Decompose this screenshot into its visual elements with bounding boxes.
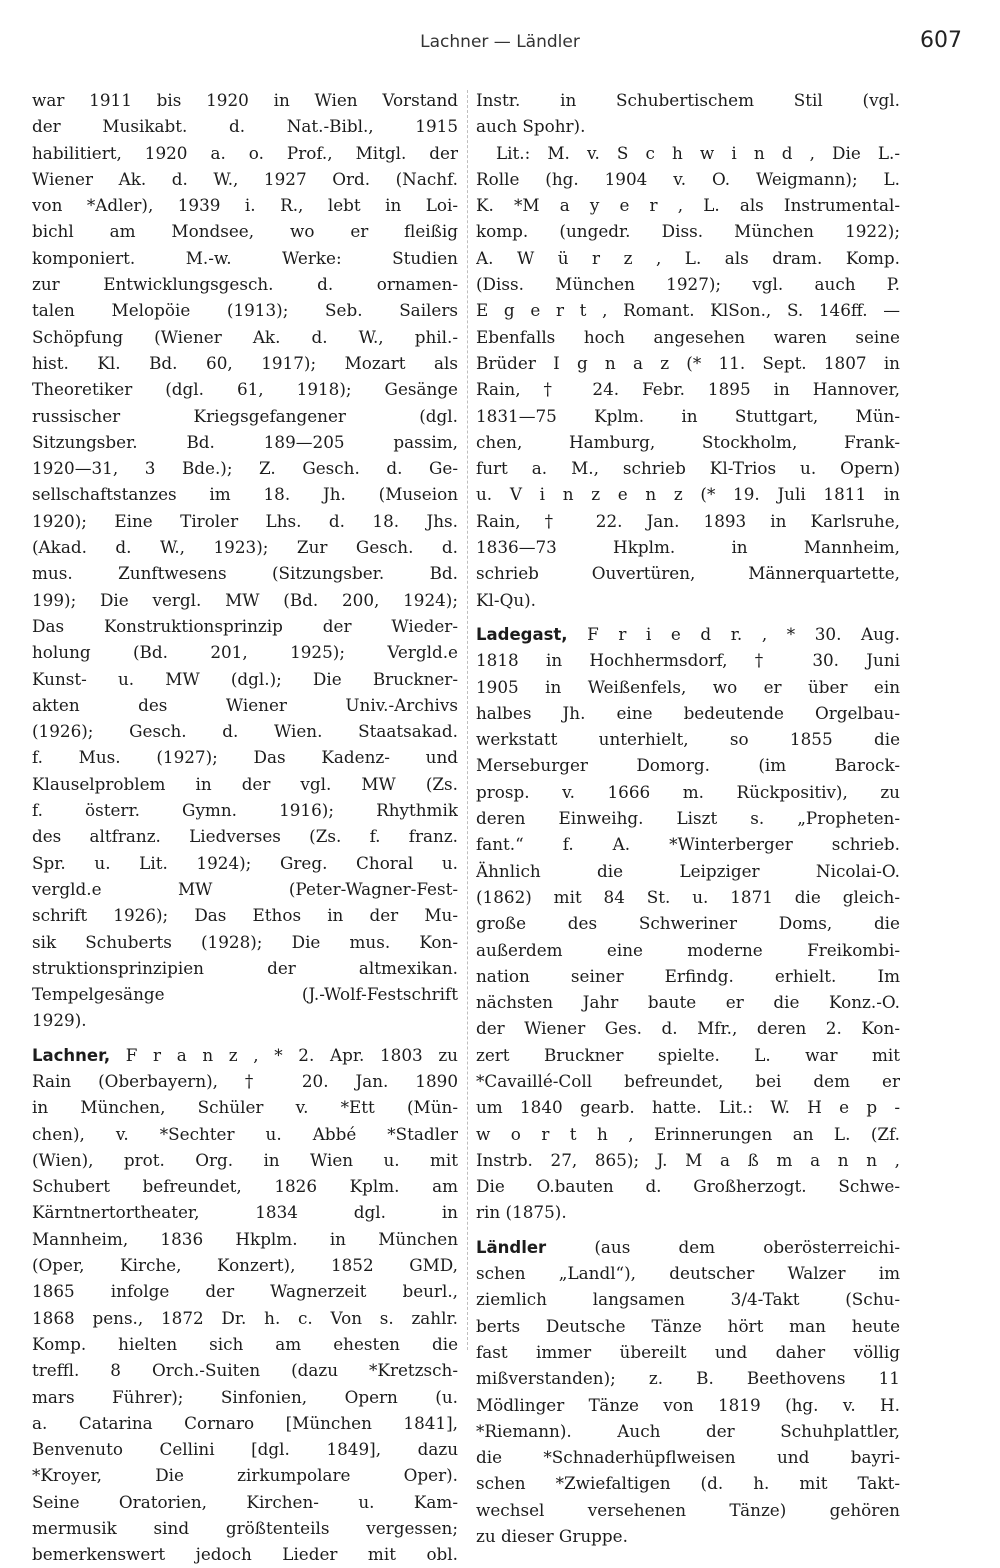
text-line: *Cavaillé-Coll befreundet, bei dem er <box>476 1070 900 1091</box>
text-line: struktionsprinzipien der altmexikan. <box>32 957 458 978</box>
running-head: Lachner — Ländler <box>420 32 580 52</box>
text-line: um 1840 gearb. hatte. Lit.: W. H e p - <box>476 1097 900 1118</box>
text-line: (Oper, Kirche, Konzert), 1852 GMD, <box>32 1255 458 1276</box>
text-line: Kärntnertortheater, 1834 dgl. in <box>32 1202 458 1223</box>
entry-gap <box>32 1034 458 1042</box>
text-line: mars Führer); Sinfonien, Opern (u. <box>32 1386 458 1407</box>
text-line: K. *M a y e r , L. als Instrumental- <box>476 195 900 216</box>
entry-ladegast-first-line: Ladegast, F r i e d r. , * 30. Aug. <box>476 623 900 644</box>
text-line: schen *Zwiefaltigen (d. h. mit Takt- <box>476 1473 900 1494</box>
text-line: sellschaftstanzes im 18. Jh. (Museion <box>32 484 458 505</box>
text-line: Schöpfung (Wiener Ak. d. W., phil.- <box>32 326 458 347</box>
text-line: Brüder I g n a z (* 11. Sept. 1807 in <box>476 352 900 373</box>
column-divider <box>467 90 468 1350</box>
text-line: rin (1875). <box>476 1202 567 1223</box>
text-line: furt a. M., schrieb Kl-Trios u. Opern) <box>476 458 900 479</box>
text-line: zu dieser Gruppe. <box>476 1526 628 1547</box>
text-line: Merseburger Domorg. (im Barock- <box>476 755 900 776</box>
text-line: Spr. u. Lit. 1924); Greg. Choral u. <box>32 852 458 873</box>
text-line: von *Adler), 1939 i. R., lebt in Loi- <box>32 195 458 216</box>
text-line: in München, Schüler v. *Ett (Mün- <box>32 1097 458 1118</box>
page-number: 607 <box>920 28 962 53</box>
text-line: Seine Oratorien, Kirchen- u. Kam- <box>32 1491 458 1512</box>
text-line: akten des Wiener Univ.-Archivs <box>32 694 458 715</box>
text-line: berts Deutsche Tänze hört man heute <box>476 1315 900 1336</box>
text-line: (Diss. München 1927); vgl. auch P. <box>476 274 900 295</box>
text-line: deren Einweihg. Liszt s. „Propheten- <box>476 808 900 829</box>
text-line: Instr. in Schubertischem Stil (vgl. <box>476 90 900 110</box>
text-line: Ebenfalls hoch angesehen waren seine <box>476 326 900 347</box>
text-line: 1868 pens., 1872 Dr. h. c. Von s. zahlr. <box>32 1307 458 1328</box>
text-line: f. Mus. (1927); Das Kadenz- und <box>32 747 458 768</box>
text-line: ziemlich langsamen 3/4-Takt (Schu- <box>476 1289 900 1310</box>
text-line: russischer Kriegsgefangener (dgl. <box>32 405 458 426</box>
text-line: hist. Kl. Bd. 60, 1917); Mozart als <box>32 352 458 373</box>
text-line: Die O.bauten d. Großherzogt. Schwe- <box>476 1176 900 1197</box>
text-line: Kl-Qu). <box>476 589 537 610</box>
text-line: Benvenuto Cellini [dgl. 1849], dazu <box>32 1439 458 1460</box>
text-line: 199); Die vergl. MW (Bd. 200, 1924); <box>32 589 458 610</box>
text-line: Instrb. 27, 865); J. M a ß m a n n , <box>476 1149 900 1170</box>
text-line: mermusik sind größtenteils vergessen; <box>32 1518 458 1539</box>
text-line: holung (Bd. 201, 1925); Vergld.e <box>32 642 458 663</box>
text-line: Rain, † 22. Jan. 1893 in Karlsruhe, <box>476 510 900 531</box>
text-line: Rolle (hg. 1904 v. O. Weigmann); L. <box>476 168 900 189</box>
headword: Lachner, <box>32 1045 111 1065</box>
text-line: schrift 1926); Das Ethos in der Mu- <box>32 905 458 926</box>
text-line: Theoretiker (dgl. 61, 1918); Gesänge <box>32 379 458 400</box>
text-line: Lit.: M. v. S c h w i n d , Die L.- <box>496 142 900 163</box>
text-line: chen), v. *Sechter u. Abbé *Stadler <box>32 1123 458 1144</box>
entry-gap <box>476 1226 900 1234</box>
text-line: (1862) mit 84 St. u. 1871 die gleich- <box>476 886 900 907</box>
text-line: (Akad. d. W., 1923); Zur Gesch. d. <box>32 537 458 558</box>
entry-gap <box>476 613 900 621</box>
text-line: Tempelgesänge (J.-Wolf-Festschrift <box>32 984 458 1005</box>
text-line: vergld.e MW (Peter-Wagner-Fest- <box>32 878 458 899</box>
text-line: große des Schweriner Doms, die <box>476 913 900 934</box>
left-column <box>32 87 458 1565</box>
text-line: A. W ü r z , L. als dram. Komp. <box>476 247 900 268</box>
text-line: die *Schnaderhüpflweisen und bayri- <box>476 1447 900 1468</box>
text-line: bemerkenswert jedoch Lieder mit obl. <box>32 1544 458 1565</box>
text-line: werkstatt unterhielt, so 1855 die <box>476 729 900 750</box>
text-line: mus. Zunftwesens (Sitzungsber. Bd. <box>32 563 458 584</box>
text-line: u. V i n z e n z (* 19. Juli 1811 in <box>476 484 900 505</box>
text-line: Ähnlich die Leipziger Nicolai-O. <box>476 860 900 881</box>
entry-laendler-first-line: Ländler (aus dem oberösterreichi- <box>476 1236 900 1257</box>
text-line: 1920—31, 3 Bde.); Z. Gesch. d. Ge- <box>32 458 458 479</box>
page-header <box>0 30 1000 60</box>
text-line: *Riemann). Auch der Schuhplattler, <box>476 1420 900 1441</box>
text-line: f. österr. Gymn. 1916); Rhythmik <box>32 800 458 821</box>
text-line: Rain, † 24. Febr. 1895 in Hannover, <box>476 379 900 400</box>
text-line: halbes Jh. eine bedeutende Orgelbau- <box>476 702 900 723</box>
entry-lachner-first-line: Lachner, F r a n z , * 2. Apr. 1803 zu <box>32 1044 458 1065</box>
text-line: Sitzungsber. Bd. 189—205 passim, <box>32 431 458 452</box>
text-line: komp. (ungedr. Diss. München 1922); <box>476 221 900 242</box>
text-line: auch Spohr). <box>476 116 586 137</box>
text-line: bichl am Mondsee, wo er fleißig <box>32 221 458 242</box>
text-line: Wiener Ak. d. W., 1927 Ord. (Nachf. <box>32 168 458 189</box>
text-line: nächsten Jahr baute er die Konz.-O. <box>476 992 900 1013</box>
text-line: Komp. hielten sich am ehesten die <box>32 1333 458 1354</box>
text-line: w o r t h , Erinnerungen an L. (Zf. <box>476 1123 900 1144</box>
text-line: schrieb Ouvertüren, Männerquartette, <box>476 563 900 584</box>
text-line: Mannheim, 1836 Hkplm. in München <box>32 1228 458 1249</box>
text-line: E g e r t , Romant. KlSon., S. 146ff. — <box>476 300 900 321</box>
text-line: des altfranz. Liedverses (Zs. f. franz. <box>32 826 458 847</box>
text-line: außerdem eine moderne Freikombi- <box>476 939 900 960</box>
text-line: zert Bruckner spielte. L. war mit <box>476 1044 900 1065</box>
headword: Ländler <box>476 1237 547 1257</box>
text-line: *Kroyer, Die zirkumpolare Oper). <box>32 1465 458 1486</box>
text-line: der Musikabt. d. Nat.-Bibl., 1915 <box>32 116 458 137</box>
text-line: nation seiner Erfindg. erhielt. Im <box>476 965 900 986</box>
text-line: habilitiert, 1920 a. o. Prof., Mitgl. der <box>32 142 458 163</box>
text-line: Mödlinger Tänze von 1819 (hg. v. H. <box>476 1394 900 1415</box>
text-line: der Wiener Ges. d. Mfr., deren 2. Kon- <box>476 1018 900 1039</box>
text-line: (1926); Gesch. d. Wien. Staatsakad. <box>32 721 458 742</box>
text-line: fant.“ f. A. *Winterberger schrieb. <box>476 834 900 855</box>
text-line: prosp. v. 1666 m. Rückpositiv), zu <box>476 781 900 802</box>
text-line: 1865 infolge der Wagnerzeit beurl., <box>32 1281 458 1302</box>
text-line: 1831—75 Kplm. in Stuttgart, Mün- <box>476 405 900 426</box>
text-line: wechsel versehenen Tänze) gehören <box>476 1499 900 1520</box>
text-line: treffl. 8 Orch.-Suiten (dazu *Kretzsch- <box>32 1360 458 1381</box>
text-line: Kunst- u. MW (dgl.); Die Bruckner- <box>32 668 458 689</box>
text-line: mißverstanden); z. B. Beethovens 11 <box>476 1368 900 1389</box>
right-column <box>476 87 900 1547</box>
text-line: zur Entwicklungsgesch. d. ornamen- <box>32 274 458 295</box>
text-line: Das Konstruktionsprinzip der Wieder- <box>32 615 458 636</box>
text-line: a. Catarina Cornaro [München 1841], <box>32 1412 458 1433</box>
text-line: Klauselproblem in der vgl. MW (Zs. <box>32 773 458 794</box>
text-line: talen Melopöie (1913); Seb. Sailers <box>32 300 458 321</box>
text-line: 1929). <box>32 1010 87 1031</box>
text-line: 1905 in Weißenfels, wo er über ein <box>476 676 900 697</box>
text-line: sik Schuberts (1928); Die mus. Kon- <box>32 931 458 952</box>
text-line: schen „Landl“), deutscher Walzer im <box>476 1263 900 1284</box>
text-line: Schubert befreundet, 1826 Kplm. am <box>32 1176 458 1197</box>
headword: Ladegast, <box>476 624 568 644</box>
text-line: 1920); Eine Tiroler Lhs. d. 18. Jhs. <box>32 510 458 531</box>
text-line: 1836—73 Hkplm. in Mannheim, <box>476 537 900 558</box>
text-line: fast immer übereilt und daher völlig <box>476 1341 900 1362</box>
text-line: 1818 in Hochhermsdorf, † 30. Juni <box>476 650 900 671</box>
text-line: (Wien), prot. Org. in Wien u. mit <box>32 1149 458 1170</box>
text-line: komponiert. M.-w. Werke: Studien <box>32 247 458 268</box>
text-line: war 1911 bis 1920 in Wien Vorstand <box>32 90 458 110</box>
text-line: Rain (Oberbayern), † 20. Jan. 1890 <box>32 1070 458 1091</box>
text-line: chen, Hamburg, Stockholm, Frank- <box>476 431 900 452</box>
